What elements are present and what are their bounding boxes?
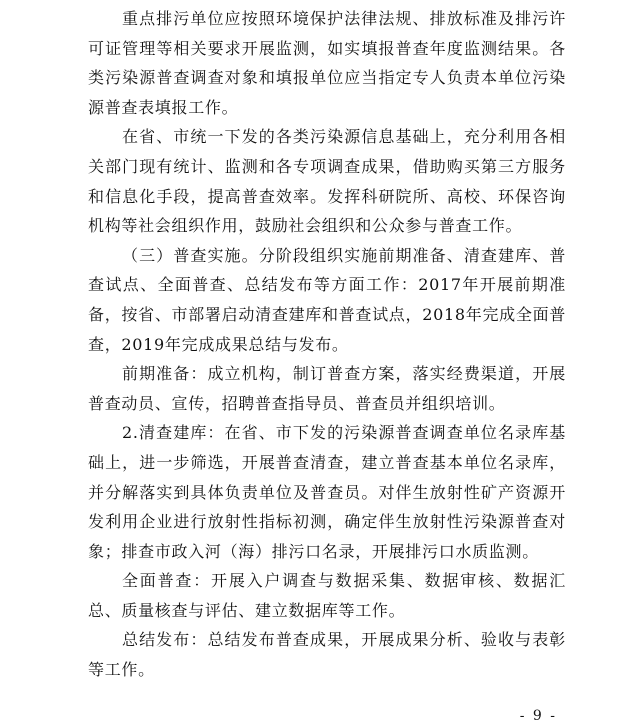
document-body bbox=[88, 4, 566, 685]
paragraph-preparation: 前期准备：成立机构，制订普查方案，落实经费渠道，开展普查动员、宣传，招聘普查指导员、普查员并组织培训。 bbox=[88, 364, 566, 413]
paragraph-information-base: 在省、市统一下发的各类污染源信息基础上，充分利用各相关部门现有统计、监测和各专项调查成果，借助购买第三方服务和信息化手段，提高普查效率。发挥科研院所、高校、环保咨询机构等社会组织作用，鼓励社会组织和公众参与普查工作。 bbox=[88, 127, 566, 236]
paragraph-full-census: 全面普查：开展入户调查与数据采集、数据审核、数据汇总、质量核查与评估、建立数据库等工作。 bbox=[88, 571, 566, 620]
paragraph-census-implementation: （三）普查实施。分阶段组织实施前期准备、清查建库、普查试点、全面普查、总结发布等方面工作：2017年开展前期准备，按省、市部署启动清查建库和普查试点，2018年完成全面普查，2019年完成成果总结与发布。 bbox=[88, 245, 566, 354]
paragraph-monitoring-requirements: 重点排污单位应按照环境保护法律法规、排放标准及排污许可证管理等相关要求开展监测，如实填报普查年度监测结果。各类污染源普查调查对象和填报单位应当指定专人负责本单位污染源普查表填报工作。 bbox=[88, 9, 566, 117]
paragraph-summary-release: 总结发布：总结发布普查成果，开展成果分析、验收与表彰等工作。 bbox=[88, 630, 566, 680]
page-number: - 9 - bbox=[519, 708, 557, 724]
paragraph-inventory-database: 2.清查建库：在省、市下发的污染源普查调查单位名录库基础上，进一步筛选，开展普查清查，建立普查基本单位名录库，并分解落实到具体负责单位及普查员。对伴生放射性矿产资源开发利用企业进行放射性指标初测，确定伴生放射性污染源普查对象；排查市政入河（海）排污口名录，开展排污口水质监测。 bbox=[88, 423, 566, 561]
